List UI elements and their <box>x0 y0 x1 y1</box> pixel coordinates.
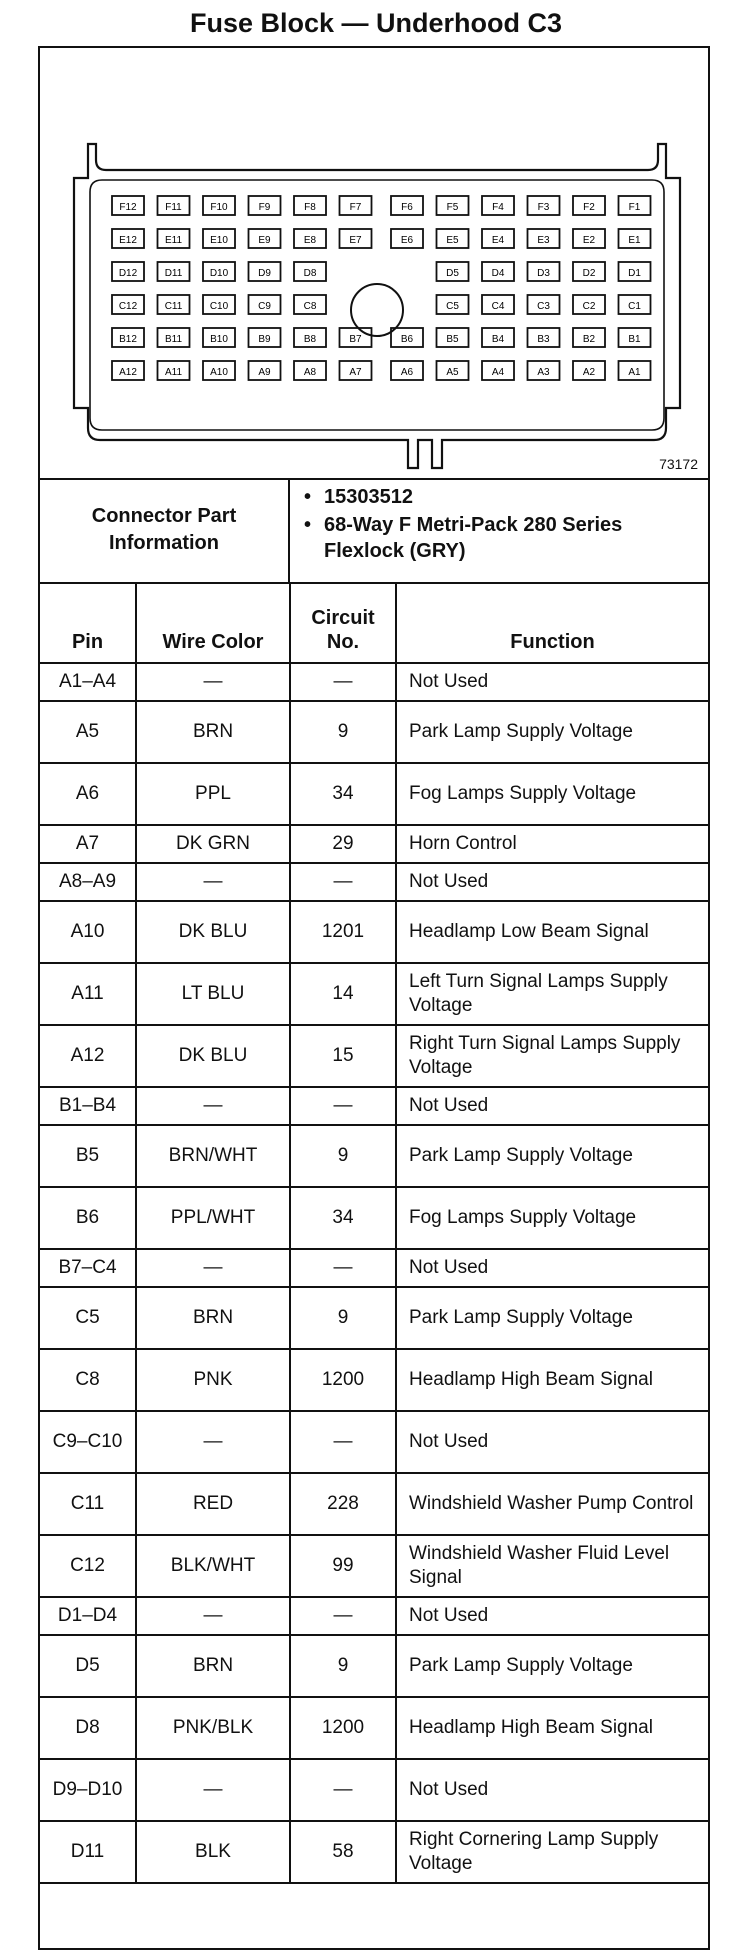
cavity-label: C12 <box>118 301 138 312</box>
circuit-cell: 9 <box>290 1125 396 1187</box>
pin-cell: D8 <box>40 1697 136 1759</box>
pin-cell: C11 <box>40 1473 136 1535</box>
cavity-label: D8 <box>303 268 317 279</box>
connector-type: • 68-Way F Metri-Pack 280 Series Flexlock (GRY) <box>302 512 702 564</box>
table-row <box>40 1535 708 1597</box>
wire-color-cell: RED <box>136 1473 290 1535</box>
cavity-label: A6 <box>400 367 414 378</box>
circuit-cell: — <box>290 1759 396 1821</box>
pin-cell: D11 <box>40 1821 136 1883</box>
table-row <box>40 1287 708 1349</box>
function-cell: Right Turn Signal Lamps Supply Voltage <box>396 1025 708 1087</box>
cavity-label: C5 <box>446 301 459 312</box>
cavity-label: B4 <box>491 334 505 345</box>
function-cell: Not Used <box>396 1759 708 1821</box>
cavity-label: F11 <box>165 202 182 213</box>
cavity-label: A4 <box>491 367 505 378</box>
cavity-label: A5 <box>446 367 459 378</box>
function-cell: Windshield Washer Fluid Level Signal <box>396 1535 708 1597</box>
cavity-label: C2 <box>582 301 596 312</box>
cavity-label: D9 <box>258 268 271 279</box>
table-row <box>40 863 708 901</box>
table-row <box>40 1821 708 1883</box>
cavity-label: F3 <box>537 202 550 213</box>
figure-number: 73172 <box>659 456 698 472</box>
connector-face-drawing <box>40 48 708 478</box>
cavity-label: A1 <box>628 367 641 378</box>
wire-color-cell: — <box>136 663 290 701</box>
connector-diagram <box>40 48 708 480</box>
cavity-label: B8 <box>303 334 317 345</box>
cavity-label: D3 <box>537 268 550 279</box>
cavity-label: D4 <box>491 268 505 279</box>
page-title: Fuse Block — Underhood C3 <box>189 8 563 38</box>
cavity-label: B2 <box>582 334 596 345</box>
circuit-cell: 34 <box>290 1187 396 1249</box>
table-row <box>40 1249 708 1287</box>
cavity-label: B11 <box>164 334 183 345</box>
circuit-cell: — <box>290 663 396 701</box>
circuit-cell: 1200 <box>290 1697 396 1759</box>
wire-color-cell: DK BLU <box>136 1025 290 1087</box>
pin-cell: B1–B4 <box>40 1087 136 1125</box>
circuit-cell: 1201 <box>290 901 396 963</box>
cavity-label: E10 <box>210 235 228 246</box>
circuit-cell: 34 <box>290 763 396 825</box>
cavity-label: B6 <box>400 334 414 345</box>
function-cell: Fog Lamps Supply Voltage <box>396 763 708 825</box>
circuit-cell: — <box>290 1087 396 1125</box>
cavity-grid <box>112 196 651 380</box>
cavity-label: E8 <box>303 235 317 246</box>
pin-cell: B7–C4 <box>40 1249 136 1287</box>
cavity-label: B7 <box>349 334 362 345</box>
pin-cell: B6 <box>40 1187 136 1249</box>
wire-color-cell: DK GRN <box>136 825 290 863</box>
table-row <box>40 1473 708 1535</box>
pin-cell: A1–A4 <box>40 663 136 701</box>
circuit-cell: 1200 <box>290 1349 396 1411</box>
circuit-cell: 9 <box>290 1635 396 1697</box>
pin-cell: A7 <box>40 825 136 863</box>
function-cell: Fog Lamps Supply Voltage <box>396 1187 708 1249</box>
wire-color-cell: BRN <box>136 1635 290 1697</box>
table-row <box>40 763 708 825</box>
cavity-label: D10 <box>209 268 229 279</box>
wire-color-cell: PNK <box>136 1349 290 1411</box>
cavity-label: A10 <box>210 367 228 378</box>
table-row <box>40 1125 708 1187</box>
cavity-label: B3 <box>537 334 550 345</box>
cavity-label: A3 <box>537 367 550 378</box>
cavity-label: B12 <box>119 334 137 345</box>
pin-cell: C12 <box>40 1535 136 1597</box>
cavity-label: B5 <box>446 334 459 345</box>
circuit-cell: — <box>290 1411 396 1473</box>
circuit-cell: 99 <box>290 1535 396 1597</box>
cavity-label: D11 <box>164 268 183 279</box>
pin-cell: A6 <box>40 763 136 825</box>
cavity-label: E1 <box>628 235 641 246</box>
circuit-cell: 228 <box>290 1473 396 1535</box>
pin-cell: A5 <box>40 701 136 763</box>
table-row <box>40 663 708 701</box>
cavity-label: E7 <box>349 235 362 246</box>
pin-cell: D1–D4 <box>40 1597 136 1635</box>
connector-part-information <box>40 478 708 584</box>
cavity-label: F8 <box>304 202 316 213</box>
cavity-label: E3 <box>537 235 550 246</box>
cavity-label: C3 <box>537 301 550 312</box>
cavity-label: E2 <box>582 235 596 246</box>
cavity-label: C4 <box>491 301 505 312</box>
table-row <box>40 1759 708 1821</box>
cavity-label: A8 <box>303 367 317 378</box>
header-pin: Pin <box>40 582 136 663</box>
cavity-label: B9 <box>258 334 271 345</box>
connector-info-label: Connector Part Information <box>40 478 290 582</box>
table-row <box>40 1349 708 1411</box>
table-row <box>40 1697 708 1759</box>
function-cell: Not Used <box>396 863 708 901</box>
wire-color-cell: — <box>136 1759 290 1821</box>
wire-color-cell: PPL <box>136 763 290 825</box>
pin-cell: C9–C10 <box>40 1411 136 1473</box>
function-cell: Not Used <box>396 1411 708 1473</box>
cavity-label: E6 <box>400 235 414 246</box>
pin-cell: A8–A9 <box>40 863 136 901</box>
cavity-label: A7 <box>349 367 362 378</box>
table-row <box>40 1025 708 1087</box>
cavity-label: A12 <box>119 367 137 378</box>
cavity-label: E11 <box>164 235 183 246</box>
cavity-label: D5 <box>446 268 459 279</box>
function-cell: Right Cornering Lamp Supply Voltage <box>396 1821 708 1883</box>
header-wire-color: Wire Color <box>136 582 290 663</box>
cavity-label: C9 <box>258 301 271 312</box>
wire-color-cell: BLK/WHT <box>136 1535 290 1597</box>
circuit-cell: 15 <box>290 1025 396 1087</box>
pin-table <box>40 582 708 1884</box>
function-cell: Headlamp Low Beam Signal <box>396 901 708 963</box>
pin-cell: A12 <box>40 1025 136 1087</box>
cavity-label: D12 <box>118 268 138 279</box>
pin-cell: A11 <box>40 963 136 1025</box>
function-cell: Headlamp High Beam Signal <box>396 1697 708 1759</box>
wire-color-cell: BLK <box>136 1821 290 1883</box>
cavity-label: E5 <box>446 235 459 246</box>
cavity-label: F2 <box>583 202 595 213</box>
cavity-label: C1 <box>628 301 641 312</box>
function-cell: Headlamp High Beam Signal <box>396 1349 708 1411</box>
function-cell: Windshield Washer Pump Control <box>396 1473 708 1535</box>
wire-color-cell: — <box>136 863 290 901</box>
cavity-label: F9 <box>258 202 271 213</box>
table-row <box>40 701 708 763</box>
cavity-label: E4 <box>491 235 505 246</box>
circuit-cell: 29 <box>290 825 396 863</box>
pin-cell: B5 <box>40 1125 136 1187</box>
table-row <box>40 963 708 1025</box>
table-row <box>40 825 708 863</box>
function-cell: Not Used <box>396 663 708 701</box>
wire-color-cell: BRN/WHT <box>136 1125 290 1187</box>
cavity-label: F12 <box>119 202 137 213</box>
pin-cell: A10 <box>40 901 136 963</box>
connector-info-values <box>302 484 702 566</box>
pin-cell: D5 <box>40 1635 136 1697</box>
function-cell: Park Lamp Supply Voltage <box>396 1635 708 1697</box>
cavity-label: B10 <box>210 334 228 345</box>
wire-color-cell: — <box>136 1597 290 1635</box>
circuit-cell: — <box>290 1249 396 1287</box>
function-cell: Park Lamp Supply Voltage <box>396 1125 708 1187</box>
pin-table-header <box>40 582 708 663</box>
cavity-label: E12 <box>119 235 137 246</box>
cavity-label: F1 <box>628 202 641 213</box>
function-cell: Left Turn Signal Lamps Supply Voltage <box>396 963 708 1025</box>
wire-color-cell: DK BLU <box>136 901 290 963</box>
wire-color-cell: — <box>136 1249 290 1287</box>
cavity-label: F6 <box>401 202 413 213</box>
cavity-label: F7 <box>349 202 362 213</box>
wire-color-cell: BRN <box>136 1287 290 1349</box>
connector-sheet <box>38 46 710 1950</box>
part-number: • 15303512 <box>302 484 702 510</box>
table-row <box>40 1187 708 1249</box>
function-cell: Park Lamp Supply Voltage <box>396 701 708 763</box>
function-cell: Not Used <box>396 1249 708 1287</box>
cavity-label: A2 <box>582 367 596 378</box>
cavity-label: F4 <box>492 202 504 213</box>
cavity-label: C11 <box>164 301 183 312</box>
function-cell: Not Used <box>396 1087 708 1125</box>
pin-cell: C8 <box>40 1349 136 1411</box>
header-circuit-no: Circuit No. <box>290 582 396 663</box>
cavity-label: D2 <box>582 268 596 279</box>
table-row <box>40 901 708 963</box>
wire-color-cell: LT BLU <box>136 963 290 1025</box>
cavity-label: F5 <box>446 202 459 213</box>
cavity-label: E9 <box>258 235 271 246</box>
table-row <box>40 1087 708 1125</box>
wire-color-cell: PPL/WHT <box>136 1187 290 1249</box>
cavity-label: A11 <box>164 367 183 378</box>
circuit-cell: 9 <box>290 1287 396 1349</box>
wire-color-cell: PNK/BLK <box>136 1697 290 1759</box>
wire-color-cell: — <box>136 1087 290 1125</box>
function-cell: Horn Control <box>396 825 708 863</box>
wire-color-cell: BRN <box>136 701 290 763</box>
cavity-label: C10 <box>209 301 229 312</box>
cavity-label: B1 <box>628 334 641 345</box>
table-row <box>40 1411 708 1473</box>
pin-cell: C5 <box>40 1287 136 1349</box>
function-cell: Park Lamp Supply Voltage <box>396 1287 708 1349</box>
circuit-cell: 14 <box>290 963 396 1025</box>
header-function: Function <box>396 582 708 663</box>
function-cell: Not Used <box>396 1597 708 1635</box>
circuit-cell: 9 <box>290 701 396 763</box>
cavity-label: A9 <box>258 367 271 378</box>
circuit-cell: — <box>290 863 396 901</box>
cavity-label: C8 <box>303 301 317 312</box>
wire-color-cell: — <box>136 1411 290 1473</box>
table-row <box>40 1597 708 1635</box>
table-row <box>40 1635 708 1697</box>
pin-cell: D9–D10 <box>40 1759 136 1821</box>
circuit-cell: 58 <box>290 1821 396 1883</box>
circuit-cell: — <box>290 1597 396 1635</box>
cavity-label: D1 <box>628 268 641 279</box>
cavity-label: F10 <box>210 202 228 213</box>
